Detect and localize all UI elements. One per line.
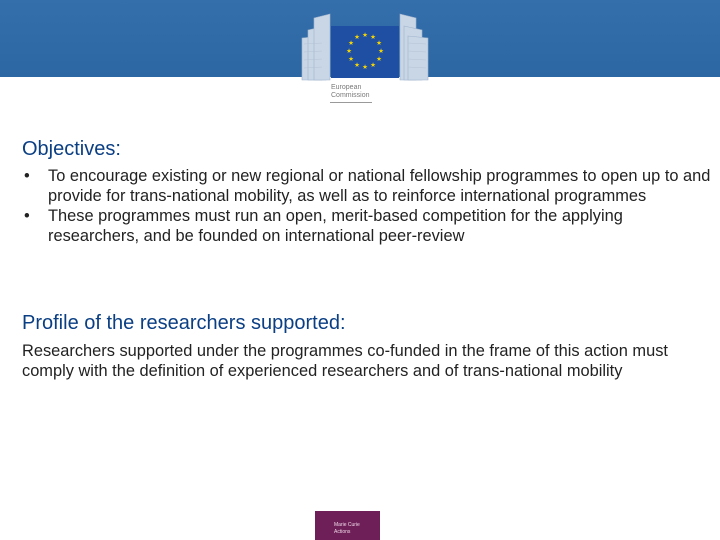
list-item-text: These programmes must run an open, merit-based competition for the applying researchers, and be founded on international peer-review: [48, 207, 623, 245]
svg-text:★: ★: [348, 39, 354, 47]
profile-heading: Profile of the researchers supported:: [22, 312, 346, 334]
badge-line-1: Marie Curie: [334, 522, 360, 528]
svg-text:★: ★: [354, 61, 360, 69]
list-item: [22, 206, 712, 246]
commission-building-icon: [300, 8, 430, 84]
logo-line-2: Commission: [331, 92, 370, 99]
svg-text:★: ★: [376, 39, 382, 47]
bullet-icon: •: [24, 167, 30, 185]
list-item: [22, 166, 712, 206]
logo-line-1: European: [331, 84, 362, 91]
bullet-icon: •: [24, 207, 30, 225]
european-commission-logo: [300, 8, 430, 104]
svg-text:★: ★: [370, 61, 376, 69]
logo-wordmark: [331, 84, 370, 100]
svg-text:★: ★: [362, 31, 368, 39]
svg-text:★: ★: [346, 47, 352, 55]
svg-text:★: ★: [378, 47, 384, 55]
svg-text:★: ★: [362, 63, 368, 71]
svg-text:★: ★: [348, 55, 354, 63]
logo-rule: [330, 102, 372, 103]
svg-text:★: ★: [370, 33, 376, 41]
objectives-list: [22, 166, 712, 246]
profile-paragraph: Researchers supported under the programmes co-funded in the frame of this action must comply with the definition of experienced researchers and of trans-national mobility: [22, 342, 668, 380]
svg-text:★: ★: [354, 33, 360, 41]
svg-text:★: ★: [376, 55, 382, 63]
objectives-heading: Objectives:: [22, 138, 121, 160]
badge-line-2: Actions: [334, 529, 351, 535]
list-item-text: To encourage existing or new regional or national fellowship programmes to open up to and provide for trans-national mobility, as well as to reinforce international programmes: [48, 167, 711, 205]
marie-curie-badge: [315, 511, 380, 540]
badge-text: [334, 522, 360, 536]
